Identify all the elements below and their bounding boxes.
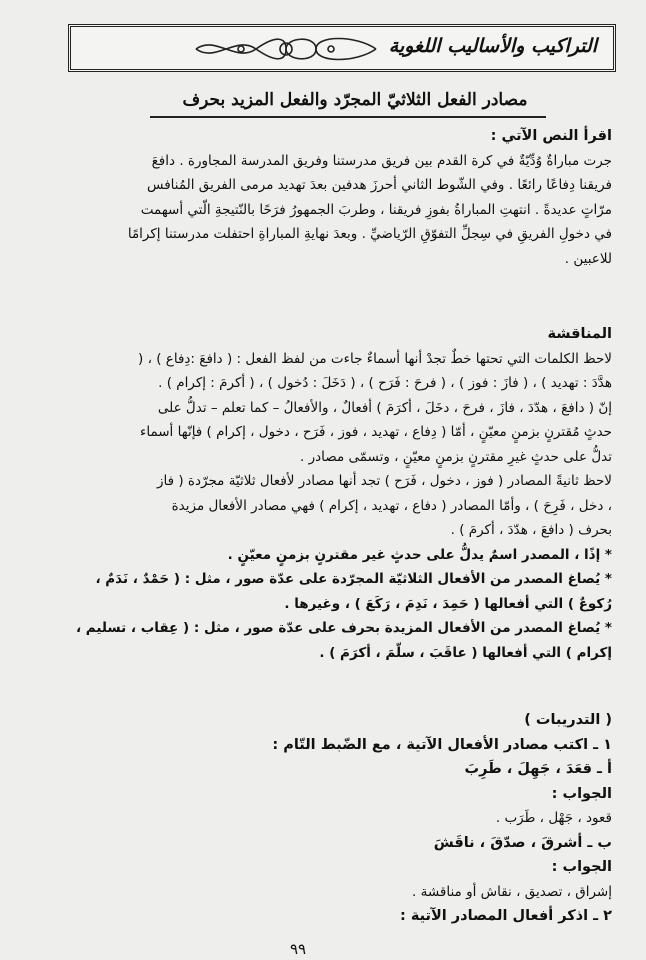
reading-line: جرت مباراةٌ وُدِّيّةٌ في كرة القدم بين فريق مدرستنا وفريق المدرسة المجاورة . دافعَ [151, 152, 612, 169]
question-1b: ب ـ أشرقَ ، صدّقَ ، ناقَشَ [433, 834, 612, 851]
answer-label: الجواب : [551, 859, 612, 875]
ornament-icon [191, 33, 381, 65]
rule-line: * يُصاغ المصدر من الأفعال المزيدة بحرف على عدّة صور ، مثل : ( عِقاب ، تسليم ، [75, 620, 612, 636]
reading-heading: اقرأ النص الآتي : [490, 128, 612, 144]
discussion-heading: المناقشة [547, 326, 612, 342]
discussion-line: لاحظ ثانيةً المصادر ( فوز ، دخول ، فَرَح ) تجد أنها مصادر لأفعال ثلاثيّة مجرّدة ( فاز [156, 473, 612, 489]
discussion-section [22, 322, 612, 665]
section-title: التراكيب والأساليب اللغوية [388, 35, 597, 57]
answer-label: الجواب : [551, 785, 612, 802]
discussion-line: حدثٍ مُقترنٍ بزمنٍ معيّنٍ ، أمّا ( دِفاع ، تهديد ، فوز ، فَرَح ، دخول ، إكرام ) فإنّها أسماء [139, 424, 612, 440]
question-2: ٢ ـ اذكر أفعال المصادر الآتية : [399, 908, 612, 924]
discussion-line: ، دخل ، فَرِحَ ) ، وأمّا المصادر ( دفاع ، تهديد ، إكرام ) فهي مصادر الأفعال مزيدة [171, 497, 612, 514]
lesson-title: مصادر الفعل الثلاثيّ المجرّد والفعل المزيد بحرف [182, 90, 528, 110]
rule-line: * يُصاغ المصدر من الأفعال الثلاثيّة المجرّدة على عدّة صور ، مثل : ( حَمْدٌ ، نَدَمٌ ، [95, 571, 612, 587]
exercises-heading: ( التدريبات ) [524, 712, 612, 728]
answer-1a: قعود ، جَهْل ، طَرَب . [495, 810, 612, 826]
discussion-line: بحرف ( دافعَ ، هدّدَ ، أكرمَ ) . [450, 522, 612, 538]
reading-line: في دخولِ الفريقِ في سِجلِّ التفوّقِ الرّياضيِّ . وبعدَ نهايةِ المباراةِ احتفلت مدرستنا إكرامًا [127, 226, 612, 242]
page-number: ٩٩ [290, 940, 307, 958]
reading-line: للاعبين . [564, 250, 612, 267]
question-1: ١ ـ اكتب مصادر الأفعال الآتية ، مع الضّبط التّام : [272, 736, 612, 753]
discussion-line: تدلُّ على حدثٍ غيرِ مقترنٍ بزمنٍ معيّنٍ ، وتسمّى مصادر . [300, 448, 612, 465]
answer-1b: إشراق ، تصديق ، نقاش أو مناقشة . [412, 883, 612, 900]
discussion-line: هدَّدَ : تهديد ) ، ( فازَ : فوز ) ، ( فرحَ : فَرَح ) ، ( دَخَلَ : دُخول ) ، ( أكرمَ : إكرام ) . [158, 375, 612, 391]
discussion-line: إنّ ( دافعَ ، هدّدَ ، فازَ ، فرحَ ، دخَلَ ، أكرَمَ ) أفعالٌ ، والأفعالُ – كما تعلم – تدلُّ على [157, 399, 612, 416]
header-banner [68, 24, 616, 72]
title-underline [150, 116, 546, 118]
rule-line: * إذًا ، المصدر اسمٌ يدلُّ على حدثٍ غير مقترنٍ بزمنٍ معيّنٍ . [227, 546, 612, 563]
exercises-section [22, 708, 612, 929]
reading-section [22, 124, 612, 271]
rule-line: رُكوعٌ ) التي أفعالها ( حَمِدَ ، نَدِمَ ، رَكَعَ ) ، وغيرها . [284, 595, 612, 612]
reading-line: فريقنا دِفاعًا رائعًا . وفي الشّوط الثاني أحرزَ هدفين بعدَ تهديد مرمى الفريق المُنافس [147, 177, 612, 193]
question-1a: أ ـ قعَدَ ، جَهِلَ ، طَرِبَ [464, 761, 612, 777]
reading-line: مرّاتٍ عديدةً . انتهتِ المباراةُ بفوزِ فريقنا ، وطربَ الجمهورُ فرَحًا بالنّتيجةِ الّتي أسهمت [140, 201, 612, 218]
rule-line: إكرام ) التي أفعالها ( عاقَبَ ، سلّمَ ، أكرَمَ ) . [319, 644, 612, 661]
discussion-line: لاحظ الكلمات التي تحتها خطٌ تجدْ أنها أسماءٌ جاءت من لفظ الفعل : ( دافعَ :دِفاع ) ، ( [138, 350, 612, 367]
